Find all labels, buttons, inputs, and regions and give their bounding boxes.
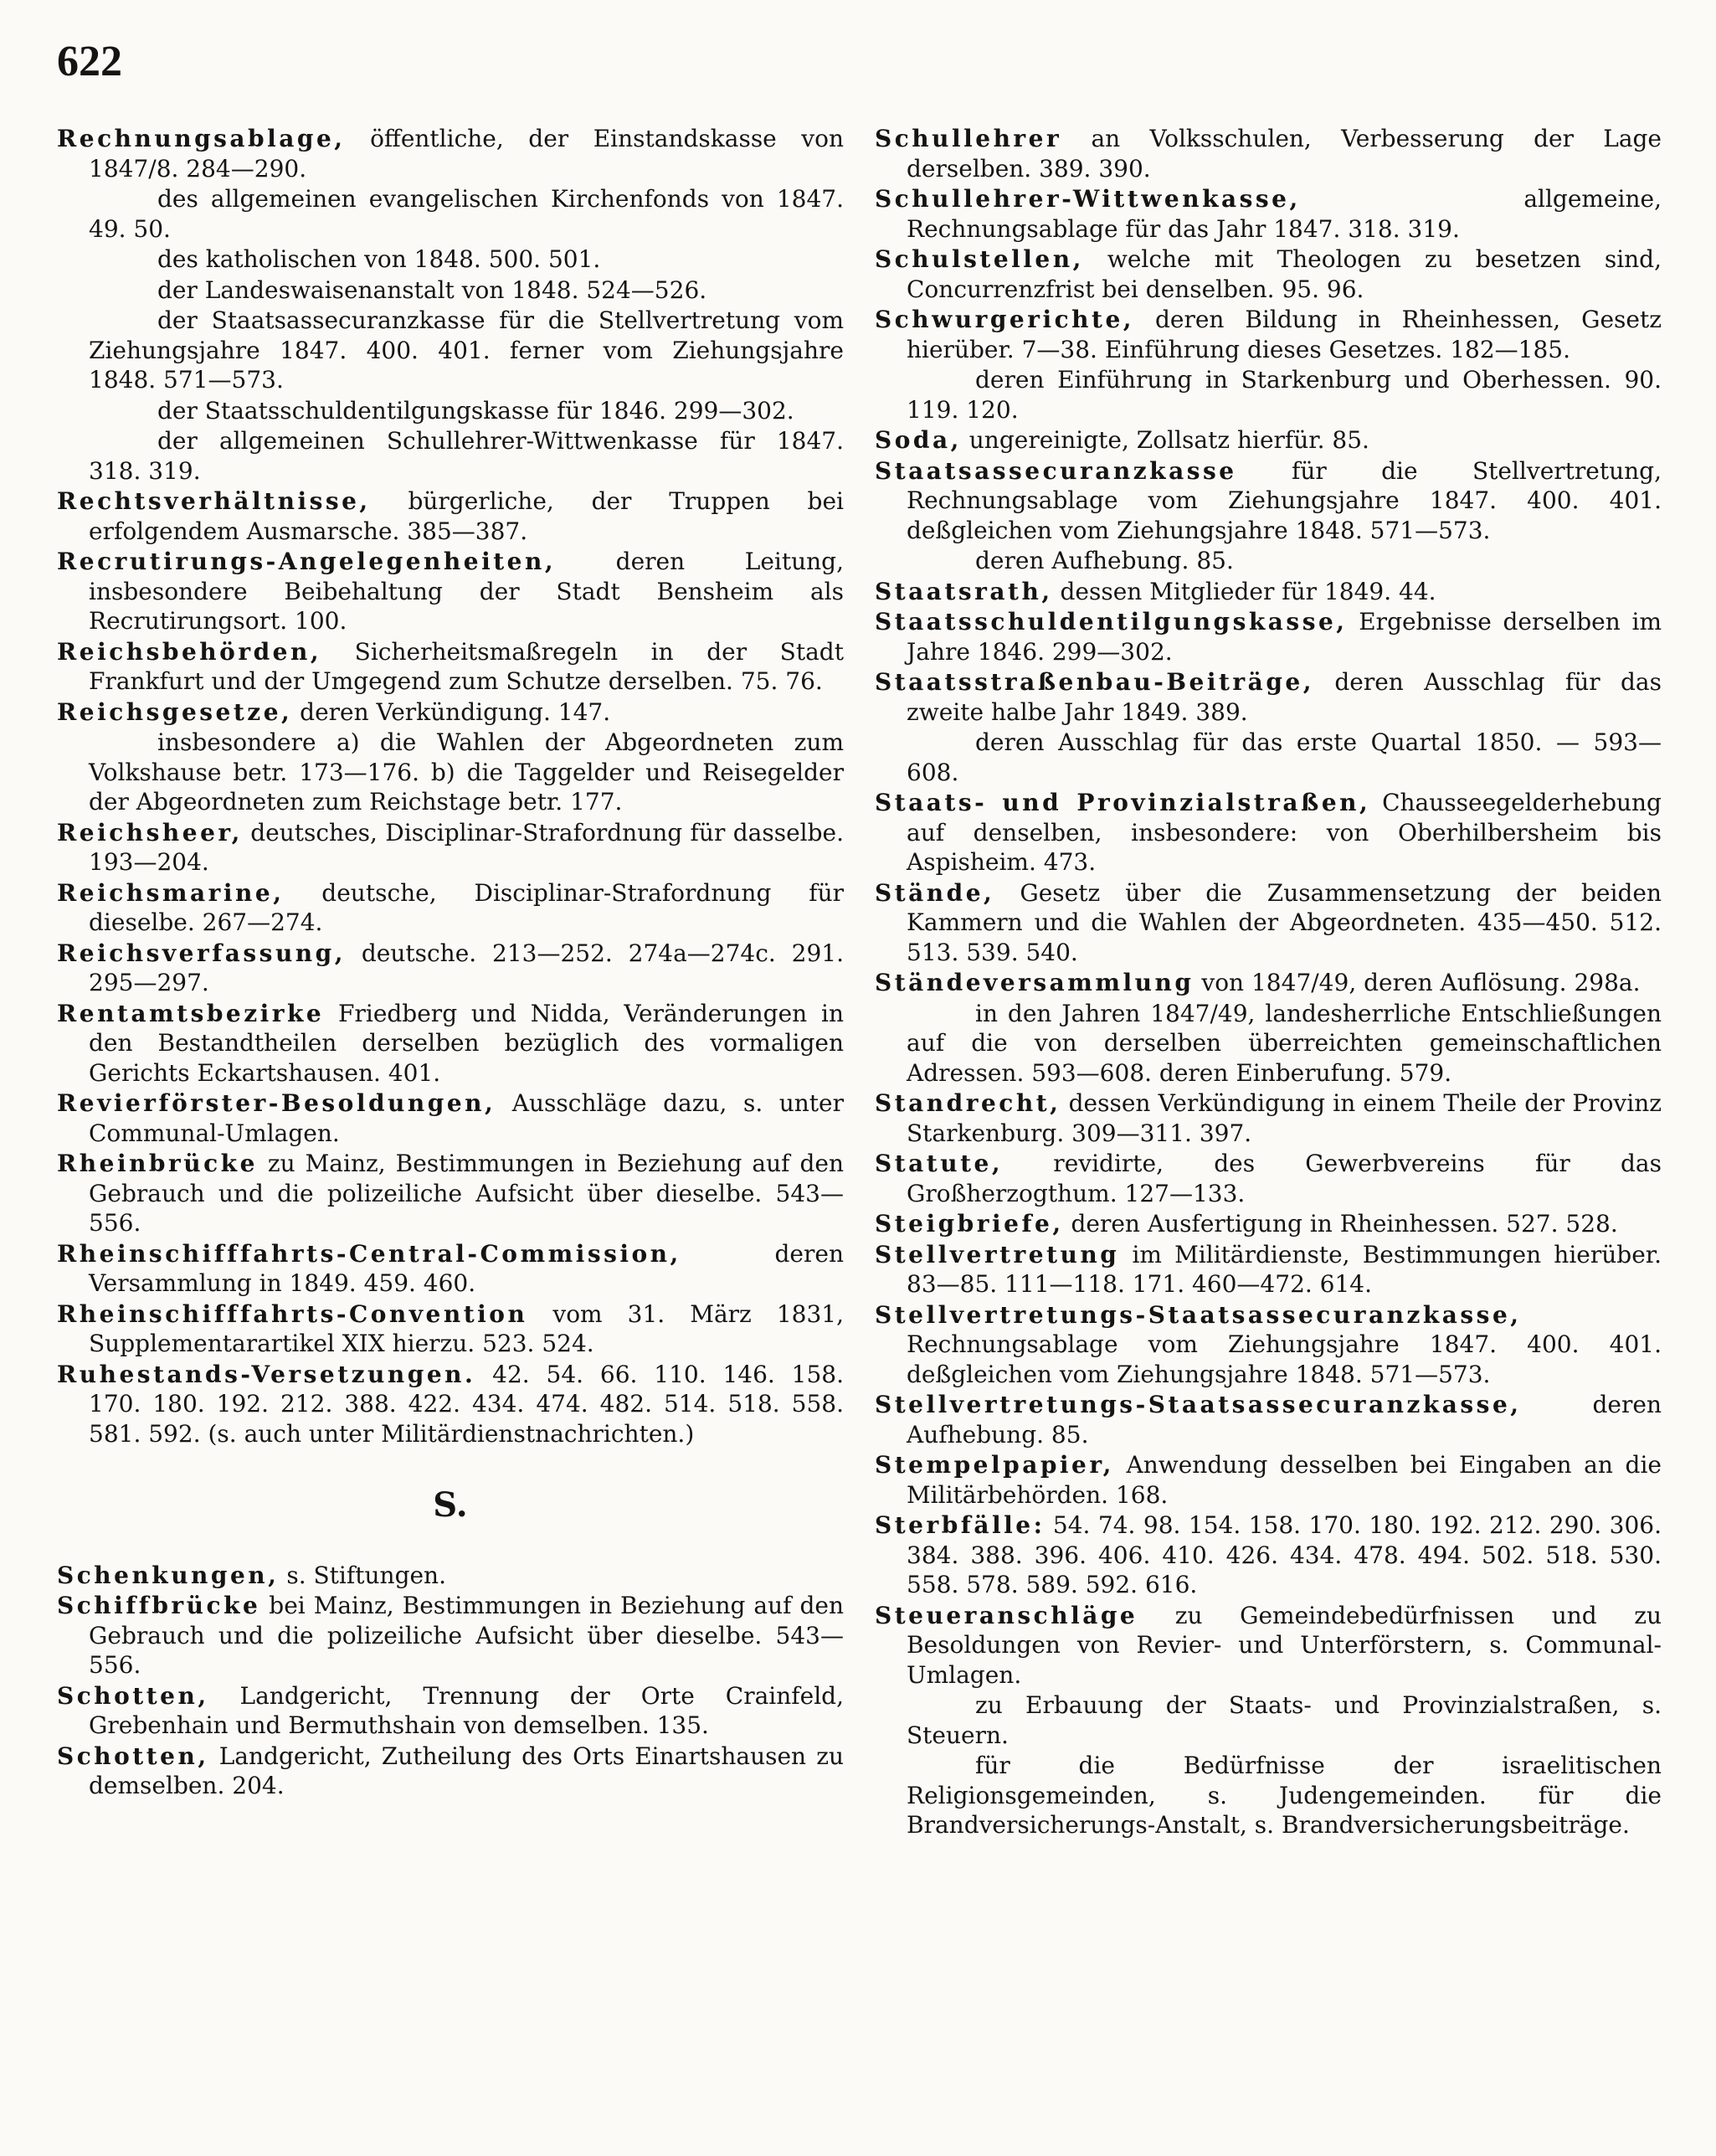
page-number: 622	[57, 38, 122, 85]
index-text: deren Bildung in Rheinhessen, Gesetz hierüber. 7—38. Einführung dieses Gesetzes. 182—185.	[907, 306, 1662, 363]
index-text: allgemeine, Rechnungsablage für das Jahr 1847. 318. 319.	[907, 185, 1662, 243]
index-entry	[875, 124, 1662, 183]
index-entry	[875, 456, 1662, 546]
index-keyword: Schotten,	[57, 1742, 209, 1770]
index-entry	[875, 728, 1662, 787]
index-keyword: Reichsmarine,	[57, 878, 285, 907]
index-entry	[57, 306, 844, 395]
left-column	[57, 124, 844, 1802]
index-keyword: Steigbriefe,	[875, 1210, 1064, 1238]
index-keyword: Stellvertretung	[875, 1240, 1120, 1268]
index-text: deutsches, Disciplinar-Strafordnung für dasselbe. 193—204.	[89, 818, 844, 876]
index-text: zu Erbauung der Staats- und Provinzialstraßen, s. Steuern.	[907, 1691, 1662, 1749]
index-entry	[875, 999, 1662, 1088]
index-entry	[875, 1240, 1662, 1299]
index-entry	[57, 426, 844, 486]
index-entry	[57, 1239, 844, 1299]
index-text: Ausschläge dazu, s. unter Communal-Umlagen.	[89, 1089, 844, 1147]
index-keyword: Schulstellen,	[875, 245, 1084, 273]
index-text: 42. 54. 66. 110. 146. 158. 170. 180. 192. 212. 388. 422. 434. 474. 482. 514. 518. 558. 581. 592. (s. auch unter Militärdienstnachrichten.)	[89, 1360, 844, 1448]
index-entry	[57, 1299, 844, 1359]
index-entry	[875, 1450, 1662, 1510]
index-entry	[875, 667, 1662, 727]
index-entry	[57, 547, 844, 636]
index-text: des allgemeinen evangelischen Kirchenfonds von 1847. 49. 50.	[89, 185, 844, 243]
index-entry	[57, 396, 844, 426]
index-text: Chausseegelderhebung auf denselben, insbesondere: von Oberhilbersheim bis Aspisheim. 473.	[907, 789, 1662, 876]
index-entry	[875, 1601, 1662, 1690]
index-text: deren Einführung in Starkenburg und Oberhessen. 90. 119. 120.	[907, 366, 1662, 424]
index-keyword: Reichsheer,	[57, 818, 243, 846]
index-keyword: Staatsstraßenbau-Beiträge,	[875, 668, 1314, 696]
index-entry	[875, 577, 1662, 607]
index-keyword: Standrecht,	[875, 1089, 1061, 1117]
index-entry	[875, 1209, 1662, 1239]
index-keyword: Ruhestands-Versetzungen.	[57, 1360, 476, 1388]
index-entry	[57, 999, 844, 1088]
index-text: für die Bedürfnisse der israelitischen Religionsgemeinden, s. Judengemeinden. für die Brandversicherungs-Anstalt, s. Brandversicherungsbeiträge.	[907, 1752, 1662, 1839]
index-entry	[57, 244, 844, 275]
index-entry	[875, 1390, 1662, 1449]
index-keyword: Reichsverfassung,	[57, 939, 346, 967]
index-text: Sicherheitsmaßregeln in der Stadt Frankfurt und der Umgegend zum Schutze derselben. 75. 76.	[89, 637, 844, 695]
index-keyword: Staatsassecuranzkasse	[875, 456, 1237, 485]
index-entry	[875, 1510, 1662, 1600]
index-text: deren Ausschlag für das zweite halbe Jahr 1849. 389.	[907, 668, 1662, 726]
index-keyword: Sterbfälle:	[875, 1511, 1046, 1539]
index-text: der Staatsschuldentilgungskasse für 1846. 299—302.	[157, 396, 794, 425]
index-text: deren Ausschlag für das erste Quartal 1850. — 593—608.	[907, 728, 1662, 786]
index-entry	[57, 878, 844, 938]
index-entry	[875, 365, 1662, 425]
index-text: öffentliche, der Einstandskasse von 1847/8. 284—290.	[89, 125, 844, 183]
index-text: Anwendung desselben bei Eingaben an die Militärbehörden. 168.	[907, 1451, 1662, 1509]
index-keyword: Ständeversammlung	[875, 969, 1195, 996]
index-keyword: Staats- und Provinzialstraßen,	[875, 789, 1371, 816]
index-keyword: Rentamtsbezirke	[57, 999, 325, 1027]
index-text: Friedberg und Nidda, Veränderungen in den Bestandtheilen derselben bezüglich des vormaligen Gerichts Eckartshausen. 401.	[89, 999, 844, 1087]
index-text: Rechnungsablage vom Ziehungsjahre 1847. 400. 401. deßgleichen vom Ziehungsjahre 1848. 571—573.	[907, 1330, 1662, 1388]
index-entry	[875, 305, 1662, 364]
index-keyword: Steueranschläge	[875, 1601, 1138, 1629]
index-entry	[875, 1690, 1662, 1750]
index-text: im Militärdienste, Bestimmungen hierüber. 83—85. 111—118. 171. 460—472. 614.	[907, 1240, 1662, 1298]
index-keyword: Schotten,	[57, 1681, 209, 1710]
index-keyword: Revierförster-Besoldungen,	[57, 1089, 496, 1117]
index-entry	[57, 184, 844, 244]
index-entry	[57, 1088, 844, 1148]
index-text: insbesondere a) die Wahlen der Abgeordneten zum Volkshause betr. 173—176. b) die Taggelder und Reisegelder der Abgeordneten zum Reichstage betr. 177.	[89, 728, 844, 816]
index-text: der allgemeinen Schullehrer-Wittwenkasse für 1847. 318. 319.	[89, 427, 844, 485]
index-keyword: Recrutirungs-Angelegenheiten,	[57, 548, 557, 575]
index-text: deren Ausfertigung in Rheinhessen. 527. 528.	[1063, 1210, 1618, 1238]
index-keyword: Stellvertretungs-Staatsassecuranzkasse,	[875, 1300, 1522, 1329]
index-entry	[57, 939, 844, 998]
index-entry	[57, 1360, 844, 1449]
index-keyword: Rheinschifffahrts-Convention	[57, 1299, 528, 1328]
index-keyword: Stempelpapier,	[875, 1451, 1114, 1479]
index-text: in den Jahren 1847/49, landesherrliche Entschließungen auf die von derselben überreichten gemeinschaftlichen Adressen. 593—608. deren Einberufung. 579.	[907, 999, 1662, 1087]
section-letter: S.	[433, 1485, 468, 1525]
index-text: für die Stellvertretung, Rechnungsablage vom Ziehungsjahre 1847. 400. 401. deßgleichen vom Ziehungsjahre 1848. 571—573.	[907, 456, 1662, 544]
index-entry	[57, 1681, 844, 1741]
index-entry	[875, 1088, 1662, 1148]
index-text: deren Leitung, insbesondere Beibehaltung der Stadt Bensheim als Recrutirungsort. 100.	[89, 548, 844, 635]
index-entry	[57, 275, 844, 306]
index-text: ungereinigte, Zollsatz hierfür. 85.	[961, 426, 1369, 454]
index-entry	[875, 968, 1662, 998]
index-entry	[57, 124, 844, 183]
index-keyword: Schullehrer-Wittwenkasse,	[875, 185, 1301, 213]
index-entry	[57, 486, 844, 546]
index-entry	[875, 1751, 1662, 1840]
index-text: deren Versammlung in 1849. 459. 460.	[89, 1239, 844, 1297]
index-text: Ergebnisse derselben im Jahre 1846. 299—302.	[907, 608, 1662, 666]
index-keyword: Schiffbrücke	[57, 1592, 261, 1619]
index-text: deren Aufhebung. 85.	[907, 1391, 1662, 1448]
right-column	[875, 124, 1662, 1841]
index-keyword: Rechnungsablage,	[57, 125, 346, 152]
index-entry	[875, 244, 1662, 304]
index-keyword: Schwurgerichte,	[875, 306, 1135, 333]
index-text: dessen Verkündigung in einem Theile der Provinz Starkenburg. 309—311. 397.	[907, 1089, 1662, 1147]
index-text: Landgericht, Zutheilung des Orts Einartshausen zu demselben. 204.	[89, 1742, 844, 1799]
index-keyword: Rheinbrücke	[57, 1150, 258, 1177]
index-text: bei Mainz, Bestimmungen in Beziehung auf den Gebrauch und die polizeiliche Aufsicht über dieselbe. 543—556.	[89, 1592, 844, 1679]
index-entry	[875, 425, 1662, 455]
index-text: s. Stiftungen.	[279, 1561, 446, 1589]
index-entry	[57, 1591, 844, 1680]
index-entry	[875, 184, 1662, 244]
right-entries	[875, 124, 1662, 1840]
index-keyword: Rechtsverhältnisse,	[57, 487, 371, 515]
index-text: deren Aufhebung. 85.	[975, 547, 1234, 574]
index-keyword: Staatsschuldentilgungskasse,	[875, 608, 1348, 635]
index-text: Gesetz über die Zusammensetzung der beiden Kammern und die Wahlen der Abgeordneten. 435—450. 512. 513. 539. 540.	[907, 878, 1662, 966]
left-entries-s	[57, 1561, 844, 1801]
index-entry	[875, 546, 1662, 576]
index-keyword: Reichsbehörden,	[57, 637, 322, 666]
index-text: deren Verkündigung. 147.	[292, 697, 611, 726]
index-text: welche mit Theologen zu besetzen sind, Concurrenzfrist bei denselben. 95. 96.	[907, 245, 1662, 303]
index-text: der Landeswaisenanstalt von 1848. 524—526.	[157, 275, 707, 304]
index-keyword: Staatsrath,	[875, 577, 1053, 605]
index-keyword: Soda,	[875, 426, 962, 454]
index-entry	[57, 637, 844, 697]
index-keyword: Statute,	[875, 1150, 1004, 1177]
index-entry	[875, 607, 1662, 666]
index-entry	[57, 1561, 844, 1591]
index-text: zu Gemeindebedürfnissen und zu Besoldungen von Revier- und Unterförstern, s. Communal-Umlagen.	[907, 1601, 1662, 1689]
index-keyword: Reichsgesetze,	[57, 697, 293, 726]
index-text: des katholischen von 1848. 500. 501.	[157, 245, 601, 273]
index-text: deutsche. 213—252. 274a—274c. 291. 295—297.	[89, 939, 844, 996]
index-entry	[57, 728, 844, 817]
index-entry	[875, 878, 1662, 968]
index-text: bürgerliche, der Truppen bei erfolgendem Ausmarsche. 385—387.	[89, 487, 844, 545]
index-keyword: Stände,	[875, 878, 995, 907]
index-entry	[875, 1149, 1662, 1208]
index-entry	[875, 788, 1662, 877]
index-keyword: Schenkungen,	[57, 1561, 280, 1589]
index-keyword: Schullehrer	[875, 125, 1062, 152]
index-text: der Staatsassecuranzkasse für die Stellvertretung vom Ziehungsjahre 1847. 400. 401. ferner vom Ziehungsjahre 1848. 571—573.	[89, 306, 844, 394]
index-entry	[57, 1742, 844, 1801]
index-text: dessen Mitglieder für 1849. 44.	[1052, 577, 1436, 605]
index-text: deutsche, Disciplinar-Strafordnung für dieselbe. 267—274.	[89, 878, 844, 936]
left-entries	[57, 124, 844, 1448]
index-text: an Volksschulen, Verbesserung der Lage derselben. 389. 390.	[907, 125, 1662, 183]
index-text: Landgericht, Trennung der Orte Crainfeld, Grebenhain und Bermuthshain von demselben. 135.	[89, 1681, 844, 1739]
index-entry	[875, 1300, 1662, 1390]
index-entry	[57, 818, 844, 877]
index-entry	[57, 1149, 844, 1238]
index-text: von 1847/49, deren Auflösung. 298a.	[1194, 969, 1641, 996]
index-keyword: Stellvertretungs-Staatsassecuranzkasse,	[875, 1391, 1522, 1418]
index-text: 54. 74. 98. 154. 158. 170. 180. 192. 212. 290. 306. 384. 388. 396. 406. 410. 426. 434. 478. 494. 502. 518. 530. 558. 578. 589. 592. 616.	[907, 1511, 1662, 1598]
index-keyword: Rheinschifffahrts-Central-Commission,	[57, 1239, 681, 1268]
index-text: revidirte, des Gewerbvereins für das Großherzogthum. 127—133.	[907, 1150, 1662, 1207]
index-entry	[57, 697, 844, 728]
index-text: vom 31. März 1831, Supplementarartikel XIX hierzu. 523. 524.	[89, 1299, 844, 1357]
index-text: zu Mainz, Bestimmungen in Beziehung auf den Gebrauch und die polizeiliche Aufsicht über dieselbe. 543—556.	[89, 1150, 844, 1237]
